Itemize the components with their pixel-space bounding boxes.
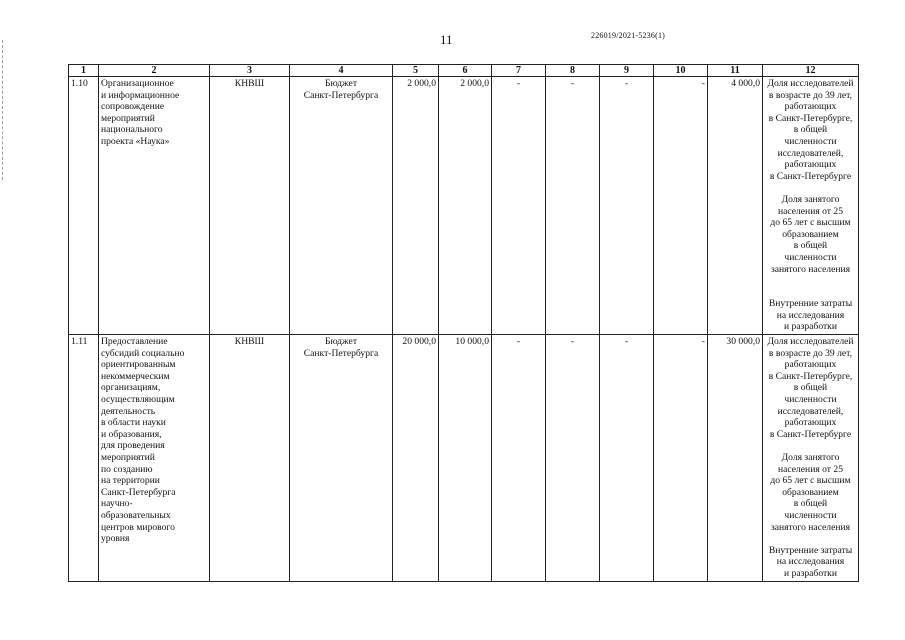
header-cell: 6	[439, 65, 492, 77]
amount-col7: -	[492, 335, 546, 582]
document-reference: 226019/2021-5236(1)	[591, 31, 666, 40]
activity-name: Предоставление субсидий социально ориентированным некоммерческим организациям, осуществляющим деятельность в области науки и образования, для проведения мероприятий по созданию на территории Санкт-Петербурга научно- образовательных центров мирового уровня	[99, 335, 210, 582]
table-row	[69, 335, 859, 582]
header-cell: 2	[99, 65, 210, 77]
amount-col10: -	[654, 335, 708, 582]
executor: КНВШ	[210, 77, 290, 335]
scan-edge-mark	[2, 40, 5, 180]
amount-col10: -	[654, 77, 708, 335]
amount-total: 4 000,0	[708, 77, 763, 335]
amount-col9: -	[600, 335, 654, 582]
funding-source: Бюджет Санкт-Петербурга	[290, 77, 393, 335]
table-row	[69, 77, 859, 335]
amount-col9: -	[600, 77, 654, 335]
header-cell: 3	[210, 65, 290, 77]
program-table	[68, 64, 859, 582]
amount-col8: -	[546, 335, 600, 582]
header-cell: 4	[290, 65, 393, 77]
page-number: 11	[440, 32, 453, 47]
row-number: 1.11	[69, 335, 99, 582]
funding-source: Бюджет Санкт-Петербурга	[290, 335, 393, 582]
amount-col5: 20 000,0	[393, 335, 439, 582]
executor: КНВШ	[210, 335, 290, 582]
amount-col6: 10 000,0	[439, 335, 492, 582]
amount-col6: 2 000,0	[439, 77, 492, 335]
amount-col5: 2 000,0	[393, 77, 439, 335]
indicators: Доля исследователей в возрасте до 39 лет, работающих в Санкт-Петербурге, в общей численности исследователей, работающих в Санкт-Петербурге Доля занятого населения от 25 до 65 лет с высшим образованием в общей численности занятого населения Внутренние затраты на исследования и разработки	[763, 335, 859, 582]
amount-col8: -	[546, 77, 600, 335]
header-cell: 9	[600, 65, 654, 77]
row-number: 1.10	[69, 77, 99, 335]
activity-name: Организационное и информационное сопровождение мероприятий национального проекта «Наука»	[99, 77, 210, 335]
header-cell: 11	[708, 65, 763, 77]
header-cell: 7	[492, 65, 546, 77]
header-cell: 12	[763, 65, 859, 77]
header-cell: 8	[546, 65, 600, 77]
amount-col7: -	[492, 77, 546, 335]
header-row	[69, 65, 859, 77]
indicators: Доля исследователей в возрасте до 39 лет, работающих в Санкт-Петербурге, в общей численности исследователей, работающих в Санкт-Петербурге Доля занятого населения от 25 до 65 лет с высшим образованием в общей численности занятого населения Внутренние затраты на исследования и разработки	[763, 77, 859, 335]
amount-total: 30 000,0	[708, 335, 763, 582]
header-cell: 5	[393, 65, 439, 77]
header-cell: 10	[654, 65, 708, 77]
header-cell: 1	[69, 65, 99, 77]
